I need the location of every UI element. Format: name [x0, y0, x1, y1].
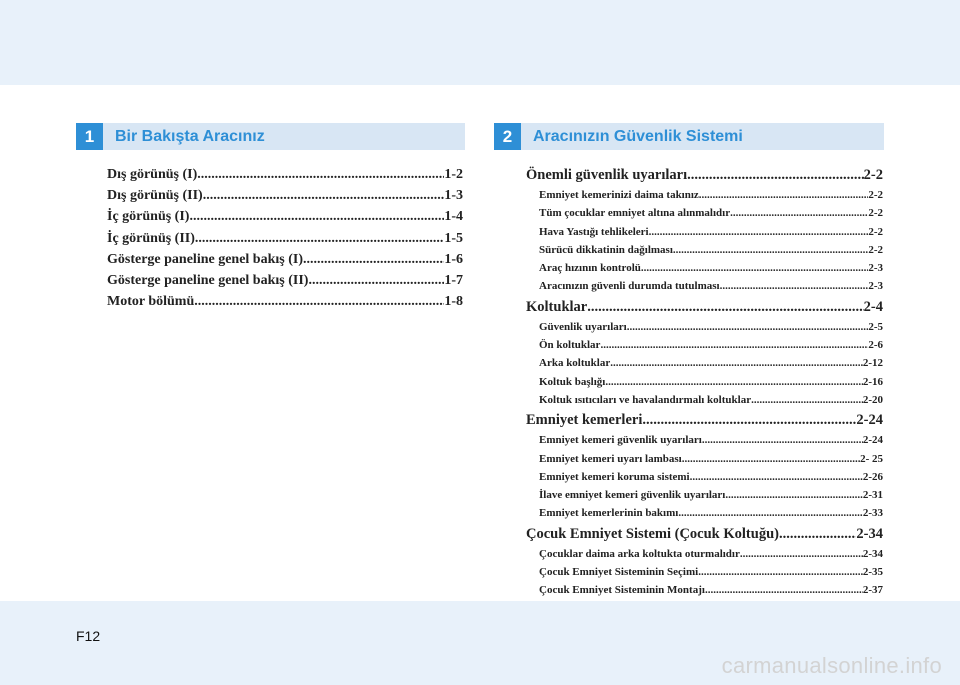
toc-entry-label: Araç hızının kontrolü [539, 262, 641, 275]
toc-entry-page: 2-34 [862, 547, 883, 560]
toc-leader-dots [610, 354, 863, 372]
toc-entry-page: 2-2 [868, 225, 883, 238]
toc-entry-page: 2-12 [862, 357, 883, 370]
toc-entry-label: Emniyet kemeri güvenlik uyarıları [539, 434, 702, 447]
toc-entry-page: 2-2 [868, 207, 883, 220]
toc-entry[interactable] [526, 373, 883, 391]
toc-entry-page: 2-6 [868, 339, 883, 352]
toc-leader-dots [195, 228, 444, 249]
toc-entry-label: Emniyet kemeri uyarı lambası [539, 452, 682, 465]
toc-leader-dots [203, 185, 445, 206]
toc-entry-page: 1-4 [444, 209, 463, 225]
toc-entry-page: 2-34 [856, 525, 883, 542]
toc-entry[interactable] [526, 409, 883, 431]
toc-entry-label: Dış görünüş (I) [107, 167, 198, 182]
section-2-toc [526, 164, 883, 600]
toc-entry[interactable] [526, 523, 883, 545]
toc-leader-dots [627, 318, 869, 336]
toc-entry-page: 2-16 [862, 375, 883, 388]
toc-leader-dots [673, 241, 868, 259]
toc-leader-dots [682, 450, 860, 468]
section-1-number: 1 [76, 123, 103, 150]
toc-leader-dots [720, 277, 869, 295]
toc-entry[interactable] [526, 223, 883, 241]
toc-entry-page: 2- 25 [860, 452, 883, 465]
toc-leader-dots [641, 259, 868, 277]
toc-leader-dots [740, 545, 863, 563]
section-1-toc [107, 164, 463, 312]
toc-entry-label: Güvenlik uyarıları [539, 320, 627, 333]
toc-entry-label: Gösterge paneline genel bakış (I) [107, 251, 303, 267]
toc-entry-page: 2-35 [862, 566, 883, 579]
toc-entry-label: Koltuklar [526, 298, 588, 315]
toc-entry[interactable] [107, 164, 463, 185]
toc-entry-label: Dış görünüş (II) [107, 188, 203, 204]
toc-entry[interactable] [526, 486, 883, 504]
toc-entry-page: 2-24 [856, 412, 883, 429]
section-2-header [494, 123, 884, 150]
toc-entry-label: Çocuk Emniyet Sistemi (Çocuk Koltuğu) [526, 525, 779, 542]
toc-entry-label: Sürücü dikkatinin dağılması [539, 243, 673, 256]
toc-entry[interactable] [526, 354, 883, 372]
toc-entry-page: 1-7 [444, 272, 463, 288]
toc-entry-label: Emniyet kemerinizi daima takınız [539, 189, 699, 201]
toc-entry-label: İlave emniyet kemeri güvenlik uyarıları [539, 489, 726, 502]
toc-entry[interactable] [526, 450, 883, 468]
toc-entry-label: Hava Yastığı tehlikeleri [539, 225, 649, 238]
toc-entry[interactable] [526, 164, 883, 186]
toc-entry-label: Tüm çocuklar emniyet altına alınmalıdır [539, 207, 731, 220]
toc-entry[interactable] [107, 185, 463, 206]
toc-entry[interactable] [526, 186, 883, 204]
toc-entry[interactable] [526, 468, 883, 486]
page-number: F12 [76, 628, 101, 644]
toc-entry-page: 1-8 [444, 294, 463, 310]
toc-entry-label: Emniyet kemerlerinin bakımı [539, 507, 679, 520]
toc-entry-label: İç görünüş (I) [107, 209, 190, 225]
toc-leader-dots [725, 486, 862, 504]
toc-entry-page: 2-5 [868, 320, 883, 333]
toc-leader-dots [605, 373, 863, 391]
toc-entry[interactable] [526, 581, 883, 599]
toc-entry-page: 2-33 [862, 507, 883, 520]
toc-leader-dots [194, 291, 444, 312]
watermark: carmanualsonline.info [721, 653, 942, 678]
toc-entry-label: Çocuk Emniyet Sisteminin Seçimi [539, 566, 699, 579]
toc-entry-label: Önemli güvenlik uyarıları [526, 167, 688, 183]
toc-entry-label: Çocuklar daima arka koltukta oturmalıdır [539, 547, 740, 560]
toc-leader-dots [702, 431, 863, 449]
toc-entry-page: 2-4 [863, 298, 883, 315]
toc-entry[interactable] [526, 277, 883, 295]
toc-entry[interactable] [526, 545, 883, 563]
toc-entry[interactable] [526, 563, 883, 581]
toc-entry-page: 1-2 [444, 167, 463, 182]
toc-entry-page: 2-2 [868, 243, 883, 256]
toc-leader-dots [779, 523, 856, 545]
toc-entry[interactable] [526, 204, 883, 222]
toc-entry[interactable] [526, 504, 883, 522]
toc-leader-dots [678, 504, 863, 522]
toc-entry-page: 2-24 [862, 434, 883, 447]
section-1-title: Bir Bakışta Aracınız [115, 127, 265, 145]
toc-leader-dots [642, 409, 856, 431]
toc-entry[interactable] [526, 241, 883, 259]
toc-leader-dots [649, 223, 869, 241]
toc-leader-dots [308, 270, 444, 291]
toc-entry-label: Koltuk ısıtıcıları ve havalandırmalı koltuklar [539, 393, 752, 406]
toc-entry-label: Aracınızın güvenli durumda tutulması [539, 280, 720, 293]
toc-entry[interactable] [107, 249, 463, 270]
section-2-number: 2 [494, 123, 521, 150]
toc-leader-dots [197, 164, 444, 185]
toc-entry-label: Arka koltuklar [539, 357, 611, 370]
toc-entry[interactable] [107, 270, 463, 291]
toc-entry-page: 2-20 [862, 393, 883, 406]
toc-entry[interactable] [107, 228, 463, 249]
toc-entry-label: Gösterge paneline genel bakış (II) [107, 272, 309, 288]
toc-entry[interactable] [107, 206, 463, 227]
section-2-title: Aracınızın Güvenlik Sistemi [533, 127, 743, 145]
toc-entry-label: Çocuk Emniyet Sisteminin Montajı [539, 584, 705, 597]
toc-entry-label: Emniyet kemerleri [526, 412, 643, 429]
toc-entry-label: Koltuk başlığı [539, 375, 606, 388]
toc-leader-dots [705, 581, 863, 599]
toc-entry-label: Motor bölümü [107, 294, 195, 310]
toc-leader-dots [690, 468, 863, 486]
toc-leader-dots [698, 563, 863, 581]
toc-leader-dots [600, 336, 868, 354]
toc-leader-dots [687, 164, 864, 186]
toc-entry[interactable] [526, 336, 883, 354]
toc-entry-page: 2-26 [862, 470, 883, 483]
toc-entry-label: Emniyet kemeri koruma sistemi [539, 470, 690, 483]
toc-entry[interactable] [526, 259, 883, 277]
toc-leader-dots [730, 204, 868, 222]
toc-entry-label: İç görünüş (II) [107, 230, 195, 246]
toc-leader-dots [699, 186, 869, 204]
toc-entry-page: 2-31 [862, 489, 883, 502]
toc-leader-dots [587, 296, 863, 318]
toc-entry-page: 1-3 [444, 188, 463, 204]
toc-entry[interactable] [107, 291, 463, 312]
toc-entry-page: 1-5 [444, 230, 463, 246]
toc-entry-label: Ön koltuklar [539, 339, 601, 352]
toc-entry[interactable] [526, 431, 883, 449]
toc-entry[interactable] [526, 391, 883, 409]
toc-leader-dots [751, 391, 863, 409]
section-1-header [76, 123, 465, 150]
toc-entry-page: 2-2 [868, 189, 883, 201]
toc-leader-dots [303, 249, 444, 270]
toc-entry-page: 2-2 [863, 167, 883, 183]
toc-entry-page: 2-37 [862, 584, 883, 597]
toc-entry-page: 2-3 [868, 280, 883, 293]
toc-entry[interactable] [526, 318, 883, 336]
toc-entry[interactable] [526, 296, 883, 318]
toc-leader-dots [189, 206, 444, 227]
toc-entry-page: 1-6 [444, 251, 463, 267]
toc-entry-page: 2-3 [868, 262, 883, 275]
